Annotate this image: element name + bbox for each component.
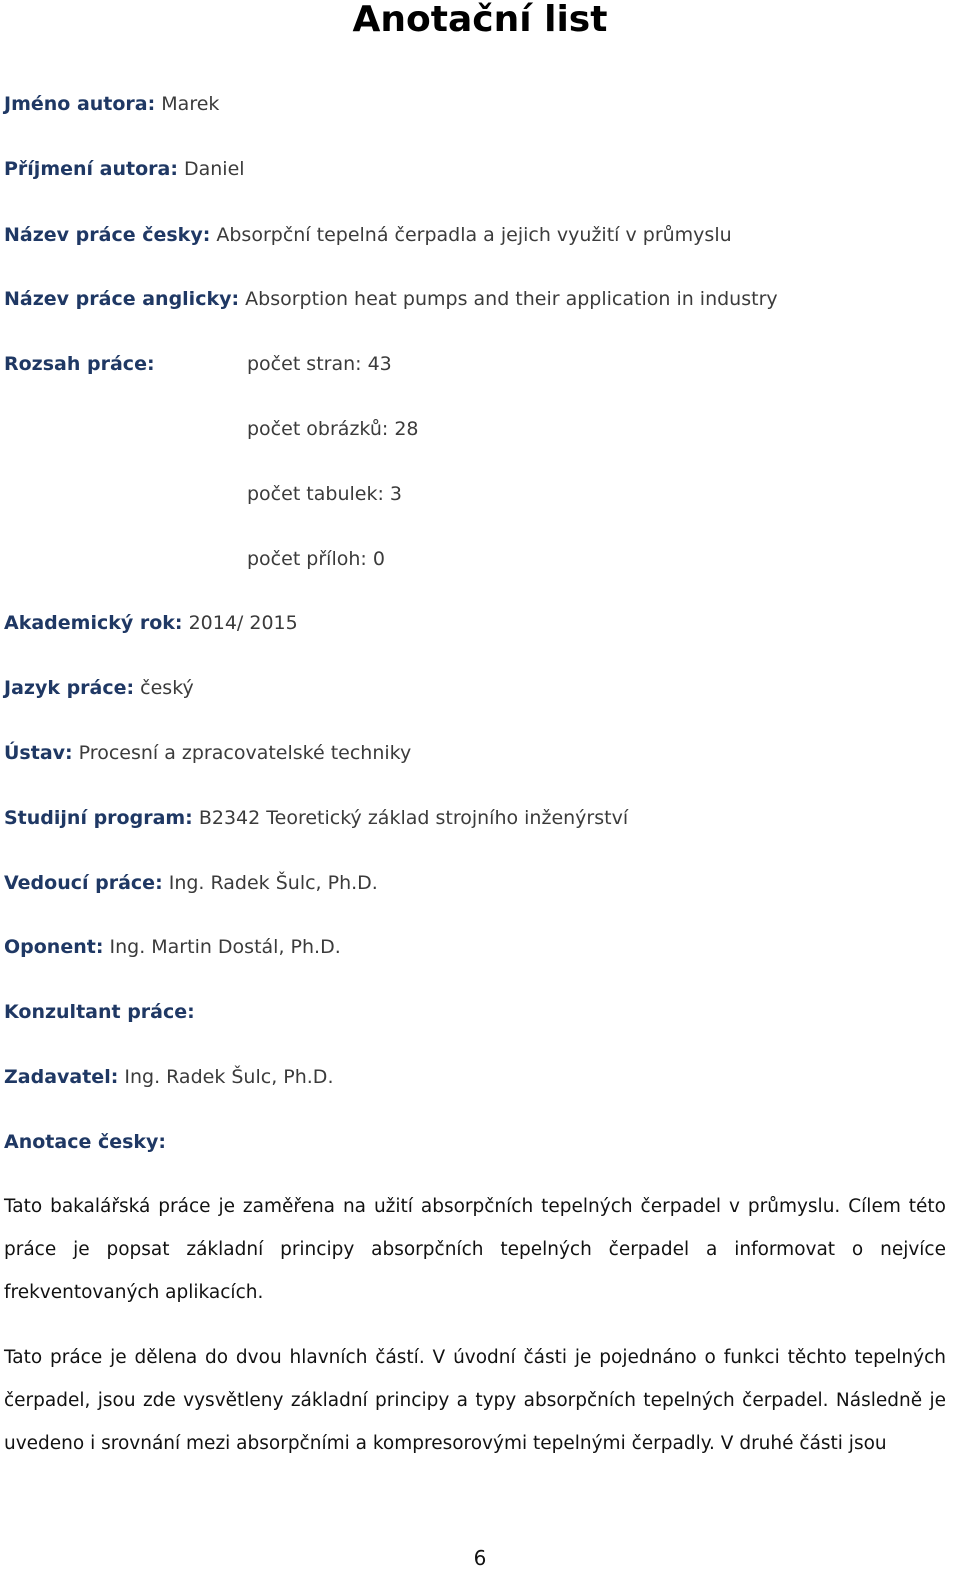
study-program-row: [4, 806, 628, 830]
scope-row: [4, 352, 155, 376]
supervisor-row: [4, 871, 378, 895]
study-program-value: B2342 Teoretický základ strojního inženýrství: [198, 807, 629, 829]
scope-label: Rozsah práce:: [4, 353, 155, 375]
language-label: Jazyk práce:: [4, 677, 135, 699]
annotation-paragraph-2: Tato práce je dělena do dvou hlavních částí. V úvodní části je pojednáno o funkci těchto tepelných čerpadel, jsou zde vysvětleny základní principy a typy absorpčních tepelných čerpadel. Následně je uvedeno i srovnání mezi absorpčními a kompresorovými tepelnými čerpadly. V druhé části jsou: [4, 1347, 946, 1454]
academic-year-label: Akademický rok:: [4, 612, 183, 634]
title-cz-value: Absorpční tepelná čerpadla a jejich využití v průmyslu: [216, 224, 732, 246]
author-first-name-value: Marek: [161, 93, 220, 115]
institute-value: Procesní a zpracovatelské techniky: [78, 742, 412, 764]
language-value: český: [140, 677, 194, 699]
page-title: Anotační list: [352, 0, 608, 40]
title-en-row: [4, 287, 778, 311]
opponent-label: Oponent:: [4, 936, 104, 958]
assigner-label: Zadavatel:: [4, 1066, 119, 1088]
consultant-label: Konzultant práce:: [4, 1001, 195, 1023]
annotation-cz-label: Anotace česky:: [4, 1131, 167, 1153]
title-cz-label: Název práce česky:: [4, 224, 211, 246]
language-row: [4, 676, 194, 700]
study-program-label: Studijní program:: [4, 807, 193, 829]
assigner-value: Ing. Radek Šulc, Ph.D.: [124, 1066, 334, 1088]
title-en-label: Název práce anglicky:: [4, 288, 240, 310]
consultant-row: [4, 1000, 195, 1024]
annotation-paragraph-1: Tato bakalářská práce je zaměřena na užití absorpčních tepelných čerpadel v průmyslu. Cílem této práce je popsat základní principy absorpčních tepelných čerpadel a informovat o nejvíce frekventovaných aplikacích.: [4, 1196, 946, 1303]
title-en-value: Absorption heat pumps and their application in industry: [245, 288, 778, 310]
scope-pages: počet stran: 43: [247, 353, 392, 375]
author-first-name-row: [4, 92, 219, 116]
scope-appendices: počet příloh: 0: [247, 548, 385, 570]
author-last-name-row: [4, 157, 245, 181]
opponent-value: Ing. Martin Dostál, Ph.D.: [109, 936, 341, 958]
author-last-name-label: Příjmení autora:: [4, 158, 178, 180]
annotation-cz-row: [4, 1130, 166, 1154]
academic-year-row: [4, 611, 298, 635]
scope-tables: počet tabulek: 3: [247, 483, 403, 505]
institute-row: [4, 741, 411, 765]
institute-label: Ústav:: [4, 742, 73, 764]
supervisor-label: Vedoucí práce:: [4, 872, 163, 894]
scope-figures: počet obrázků: 28: [247, 418, 419, 440]
supervisor-value: Ing. Radek Šulc, Ph.D.: [168, 872, 378, 894]
title-cz-row: [4, 223, 732, 247]
assigner-row: [4, 1065, 333, 1089]
opponent-row: [4, 935, 341, 959]
author-first-name-label: Jméno autora:: [4, 93, 156, 115]
academic-year-value: 2014/ 2015: [188, 612, 298, 634]
author-last-name-value: Daniel: [183, 158, 245, 180]
page-number: 6: [473, 1546, 487, 1570]
